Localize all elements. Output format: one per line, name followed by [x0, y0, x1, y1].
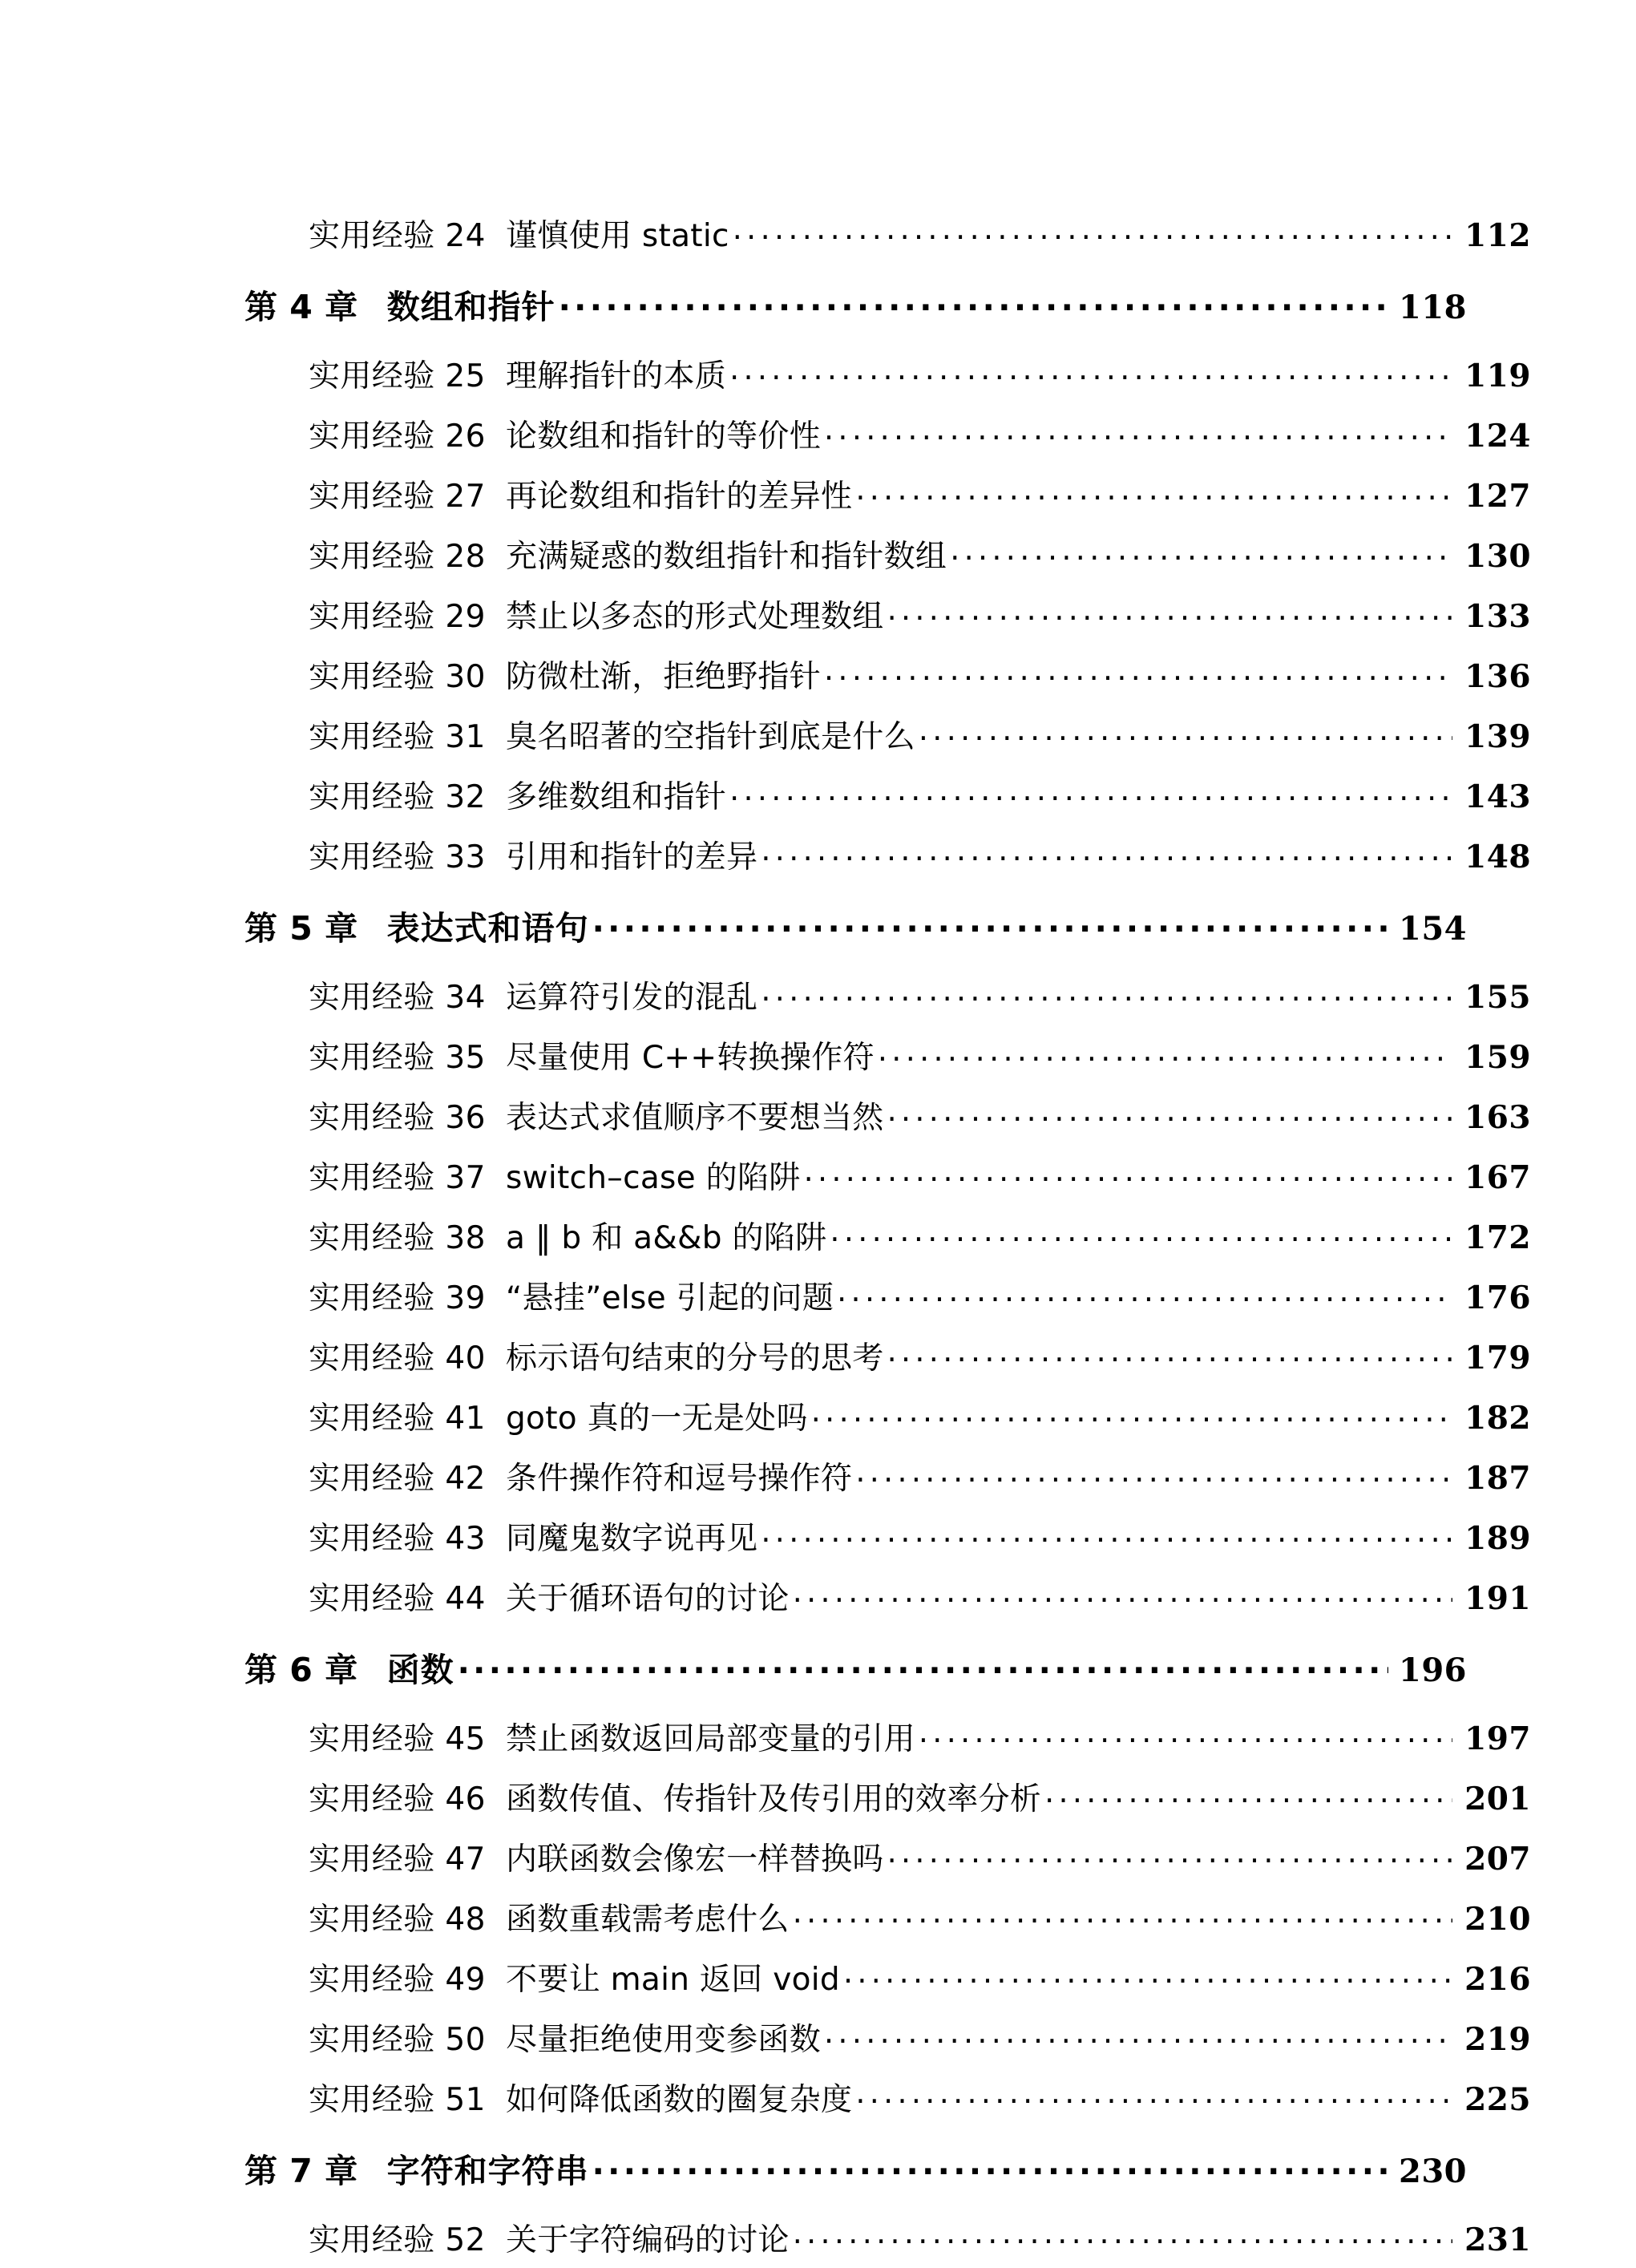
toc-entry-row[interactable]	[309, 1827, 1531, 1887]
entry-number: 实用经验 41	[309, 1401, 486, 1437]
leader-dots	[878, 1037, 1452, 1068]
toc-entry-row[interactable]	[309, 2068, 1531, 2128]
page-number: 133	[1464, 598, 1531, 635]
toc-entry-row[interactable]	[309, 1326, 1531, 1386]
toc-entry-row[interactable]	[309, 584, 1531, 645]
toc-row-label	[309, 479, 853, 515]
toc-entry-row[interactable]	[309, 343, 1531, 404]
page-number: 124	[1464, 418, 1531, 455]
entry-number: 实用经验 31	[309, 719, 486, 755]
toc-row-label	[309, 1521, 758, 1557]
page-number: 136	[1464, 658, 1531, 695]
leader-dots	[824, 415, 1452, 447]
toc-entry-row[interactable]	[309, 964, 1531, 1025]
toc-row-label	[309, 358, 727, 394]
page-number: 196	[1399, 1651, 1467, 1689]
entry-number: 实用经验 51	[309, 2082, 486, 2118]
chapter-number: 第 6 章	[244, 1651, 358, 1689]
toc-entry-row[interactable]	[309, 765, 1531, 825]
leader-dots	[793, 1898, 1452, 1930]
toc-entry-row[interactable]	[309, 1706, 1531, 1767]
leader-dots	[1044, 1778, 1452, 1809]
page-number: 118	[1399, 289, 1467, 326]
page-number: 210	[1464, 1901, 1531, 1938]
toc-entry-row[interactable]	[309, 464, 1531, 524]
entry-number: 实用经验 29	[309, 599, 486, 635]
leader-dots	[729, 355, 1452, 386]
entry-title: 多维数组和指针	[506, 779, 727, 815]
toc-chapter-row[interactable]	[244, 264, 1467, 343]
toc-entry-list	[244, 215, 1531, 2268]
leader-dots	[761, 836, 1452, 867]
leader-dots	[761, 1518, 1452, 1549]
leader-dots	[811, 1397, 1452, 1429]
toc-row-label	[309, 1781, 1042, 1817]
toc-entry-row[interactable]	[309, 524, 1531, 584]
leader-dots	[830, 1217, 1452, 1248]
toc-entry-row[interactable]	[309, 705, 1531, 765]
entry-number: 实用经验 49	[309, 1962, 486, 1998]
toc-entry-row[interactable]	[309, 2207, 1531, 2268]
toc-row-label	[309, 220, 729, 252]
page-number: 139	[1464, 718, 1531, 755]
entry-title: 谨慎使用 static	[506, 218, 729, 254]
page-number: 119	[1464, 358, 1531, 394]
toc-row-label	[309, 779, 727, 815]
entry-title: 引用和指针的差异	[506, 839, 758, 875]
page-number: 159	[1464, 1039, 1531, 1076]
entry-title: 关于字符编码的讨论	[506, 2222, 790, 2258]
entry-title: 理解指针的本质	[506, 358, 727, 394]
leader-dots	[458, 1648, 1388, 1681]
entry-number: 实用经验 25	[309, 358, 486, 394]
toc-entry-row[interactable]	[309, 1266, 1531, 1326]
entry-number: 实用经验 45	[309, 1721, 486, 1757]
entry-number: 实用经验 36	[309, 1100, 486, 1136]
entry-title: 再论数组和指针的差异性	[506, 479, 853, 515]
chapter-number: 第 4 章	[244, 288, 358, 326]
toc-entry-row[interactable]	[309, 404, 1531, 464]
page-number: 187	[1464, 1460, 1531, 1497]
toc-entry-row[interactable]	[309, 215, 1531, 264]
page-number: 143	[1464, 778, 1531, 815]
leader-dots	[855, 475, 1452, 507]
entry-number: 实用经验 34	[309, 980, 486, 1016]
entry-number: 实用经验 50	[309, 2022, 486, 2058]
entry-title: 禁止以多态的形式处理数组	[506, 599, 884, 635]
toc-entry-row[interactable]	[309, 2007, 1531, 2068]
toc-row-label	[309, 839, 758, 875]
page-number: 216	[1464, 1961, 1531, 1998]
toc-row-label	[309, 1902, 790, 1938]
page-number: 225	[1464, 2081, 1531, 2118]
leader-dots	[824, 656, 1452, 687]
toc-row-label	[309, 1040, 875, 1076]
leader-dots	[592, 2149, 1388, 2182]
page-number: 179	[1464, 1340, 1531, 1377]
entry-title: 运算符引发的混乱	[506, 980, 758, 1016]
leader-dots	[824, 2019, 1452, 2050]
chapter-number: 第 7 章	[244, 2152, 358, 2190]
toc-row-label	[309, 1721, 915, 1757]
entry-title: 尽量拒绝使用变参函数	[506, 2022, 822, 2058]
toc-row-label	[244, 288, 555, 326]
leader-dots	[950, 536, 1452, 567]
entry-title: 函数传值、传指针及传引用的效率分析	[506, 1781, 1042, 1817]
entry-number: 实用经验 46	[309, 1781, 486, 1817]
page-number: 172	[1464, 1219, 1531, 1256]
entry-number: 实用经验 26	[309, 418, 486, 455]
leader-dots	[804, 1157, 1452, 1188]
entry-title: 如何降低函数的圈复杂度	[506, 2082, 853, 2118]
toc-entry-row[interactable]	[309, 1025, 1531, 1085]
entry-number: 实用经验 48	[309, 1902, 486, 1938]
leader-dots	[733, 215, 1452, 246]
entry-title: 标示语句结束的分号的思考	[506, 1340, 884, 1377]
entry-number: 实用经验 35	[309, 1040, 486, 1076]
page-number: 197	[1464, 1720, 1531, 1757]
leader-dots	[855, 2079, 1452, 2110]
page-number: 154	[1399, 910, 1467, 948]
toc-entry-row[interactable]	[309, 1386, 1531, 1446]
entry-number: 实用经验 28	[309, 539, 486, 575]
entry-number: 实用经验 32	[309, 779, 486, 815]
toc-row-label	[309, 601, 884, 633]
leader-dots	[592, 907, 1388, 940]
toc-row-label	[244, 909, 589, 948]
entry-number: 实用经验 39	[309, 1280, 486, 1316]
entry-title: 充满疑惑的数组指针和指针数组	[506, 539, 947, 575]
toc-row-label	[309, 1461, 853, 1497]
chapter-title: 数组和指针	[386, 288, 555, 326]
entry-title: 论数组和指针的等价性	[506, 418, 822, 455]
entry-number: 实用经验 44	[309, 1581, 486, 1617]
entry-number: 实用经验 38	[309, 1220, 486, 1256]
entry-title: 禁止函数返回局部变量的引用	[506, 1721, 915, 1757]
toc-row-label	[309, 2222, 790, 2258]
chapter-title: 表达式和语句	[386, 909, 589, 948]
toc-row-label	[244, 2152, 589, 2190]
toc-row-label	[309, 2084, 852, 2116]
page-number: 163	[1464, 1099, 1531, 1136]
entry-title: “悬挂”else 引起的问题	[506, 1280, 834, 1316]
chapter-title: 函数	[386, 1651, 454, 1689]
entry-number: 实用经验 24	[309, 218, 486, 254]
toc-chapter-row[interactable]	[244, 885, 1467, 964]
toc-row-label	[244, 1651, 454, 1689]
leader-dots	[761, 976, 1452, 1008]
toc-entry-row[interactable]	[309, 1085, 1531, 1146]
toc-row-label	[309, 1102, 884, 1134]
page-number: 189	[1464, 1520, 1531, 1557]
toc-entry-row[interactable]	[309, 1567, 1531, 1627]
entry-title: switch–case 的陷阱	[506, 1160, 801, 1196]
entry-number: 实用经验 27	[309, 479, 486, 515]
toc-row-label	[309, 539, 947, 575]
page-number: 167	[1464, 1159, 1531, 1196]
entry-number: 实用经验 40	[309, 1340, 486, 1377]
leader-dots	[729, 776, 1452, 807]
entry-title: 表达式求值顺序不要想当然	[506, 1100, 884, 1136]
leader-dots	[843, 1959, 1452, 1990]
toc-entry-row[interactable]	[309, 1206, 1531, 1266]
toc-row-label	[309, 1280, 834, 1316]
entry-number: 实用经验 37	[309, 1160, 486, 1196]
leader-dots	[793, 2219, 1452, 2250]
leader-dots	[793, 1578, 1452, 1609]
entry-number: 实用经验 30	[309, 659, 486, 695]
leader-dots	[919, 716, 1452, 747]
page-number: 176	[1464, 1280, 1531, 1316]
page-number: 230	[1399, 2153, 1467, 2190]
toc-row-label	[309, 980, 758, 1016]
toc-entry-row[interactable]	[309, 1446, 1531, 1506]
entry-title: 防微杜渐，拒绝野指针	[506, 659, 822, 695]
toc-chapter-row[interactable]	[244, 1627, 1467, 1706]
entry-title: goto 真的一无是处吗	[506, 1401, 808, 1437]
entry-number: 实用经验 43	[309, 1521, 486, 1557]
toc-row-label	[309, 1583, 790, 1615]
toc-row-label	[309, 418, 822, 455]
toc-row-label	[309, 1841, 884, 1878]
entry-title: 内联函数会像宏一样替换吗	[506, 1841, 884, 1878]
entry-title: 关于循环语句的讨论	[506, 1581, 790, 1617]
toc-row-label	[309, 2024, 821, 2056]
page-number: 148	[1464, 839, 1531, 875]
leader-dots	[887, 596, 1452, 627]
page-number: 201	[1464, 1781, 1531, 1817]
toc-row-label	[309, 1162, 801, 1194]
leader-dots	[919, 1718, 1452, 1749]
leader-dots	[837, 1277, 1452, 1308]
leader-dots	[887, 1337, 1452, 1368]
toc-entry-row[interactable]	[309, 645, 1531, 705]
page-number: 182	[1464, 1400, 1531, 1437]
entry-title: 条件操作符和逗号操作符	[506, 1461, 853, 1497]
toc-row-label	[309, 661, 821, 693]
entry-title: a ‖ b 和 a&&b 的陷阱	[506, 1220, 827, 1256]
leader-dots	[887, 1097, 1452, 1128]
toc-row-label	[309, 1340, 884, 1377]
entry-number: 实用经验 52	[309, 2222, 486, 2258]
toc-entry-row[interactable]	[309, 1767, 1531, 1827]
leader-dots	[887, 1838, 1452, 1870]
entry-title: 同魔鬼数字说再见	[506, 1521, 758, 1557]
toc-row-label	[309, 1962, 840, 1998]
page-number: 191	[1464, 1580, 1531, 1617]
toc-entry-row[interactable]	[309, 1146, 1531, 1206]
toc-row-label	[309, 1401, 808, 1437]
entry-title: 不要让 main 返回 void	[506, 1962, 840, 1998]
toc-entry-row[interactable]	[309, 1506, 1531, 1567]
toc-entry-row[interactable]	[309, 825, 1531, 885]
toc-row-label	[309, 1220, 827, 1256]
chapter-title: 字符和字符串	[386, 2152, 589, 2190]
toc-entry-row[interactable]	[309, 1947, 1531, 2007]
entry-title: 臭名昭著的空指针到底是什么	[506, 719, 915, 755]
entry-title: 尽量使用 C++转换操作符	[506, 1040, 875, 1076]
page-number: 155	[1464, 979, 1531, 1016]
page-number: 219	[1464, 2021, 1531, 2058]
entry-number: 实用经验 42	[309, 1461, 486, 1497]
toc-entry-row[interactable]	[309, 1887, 1531, 1947]
toc-row-label	[309, 719, 915, 755]
entry-title: 函数重载需考虑什么	[506, 1902, 790, 1938]
toc-chapter-row[interactable]	[244, 2128, 1467, 2207]
chapter-number: 第 5 章	[244, 909, 358, 948]
page-number: 231	[1464, 2222, 1531, 2258]
page-number: 207	[1464, 1841, 1531, 1878]
page-number: 112	[1464, 217, 1531, 254]
page-number: 130	[1464, 538, 1531, 575]
entry-number: 实用经验 47	[309, 1841, 486, 1878]
page-number: 127	[1464, 478, 1531, 515]
leader-dots	[559, 285, 1388, 318]
leader-dots	[855, 1457, 1452, 1489]
entry-number: 实用经验 33	[309, 839, 486, 875]
